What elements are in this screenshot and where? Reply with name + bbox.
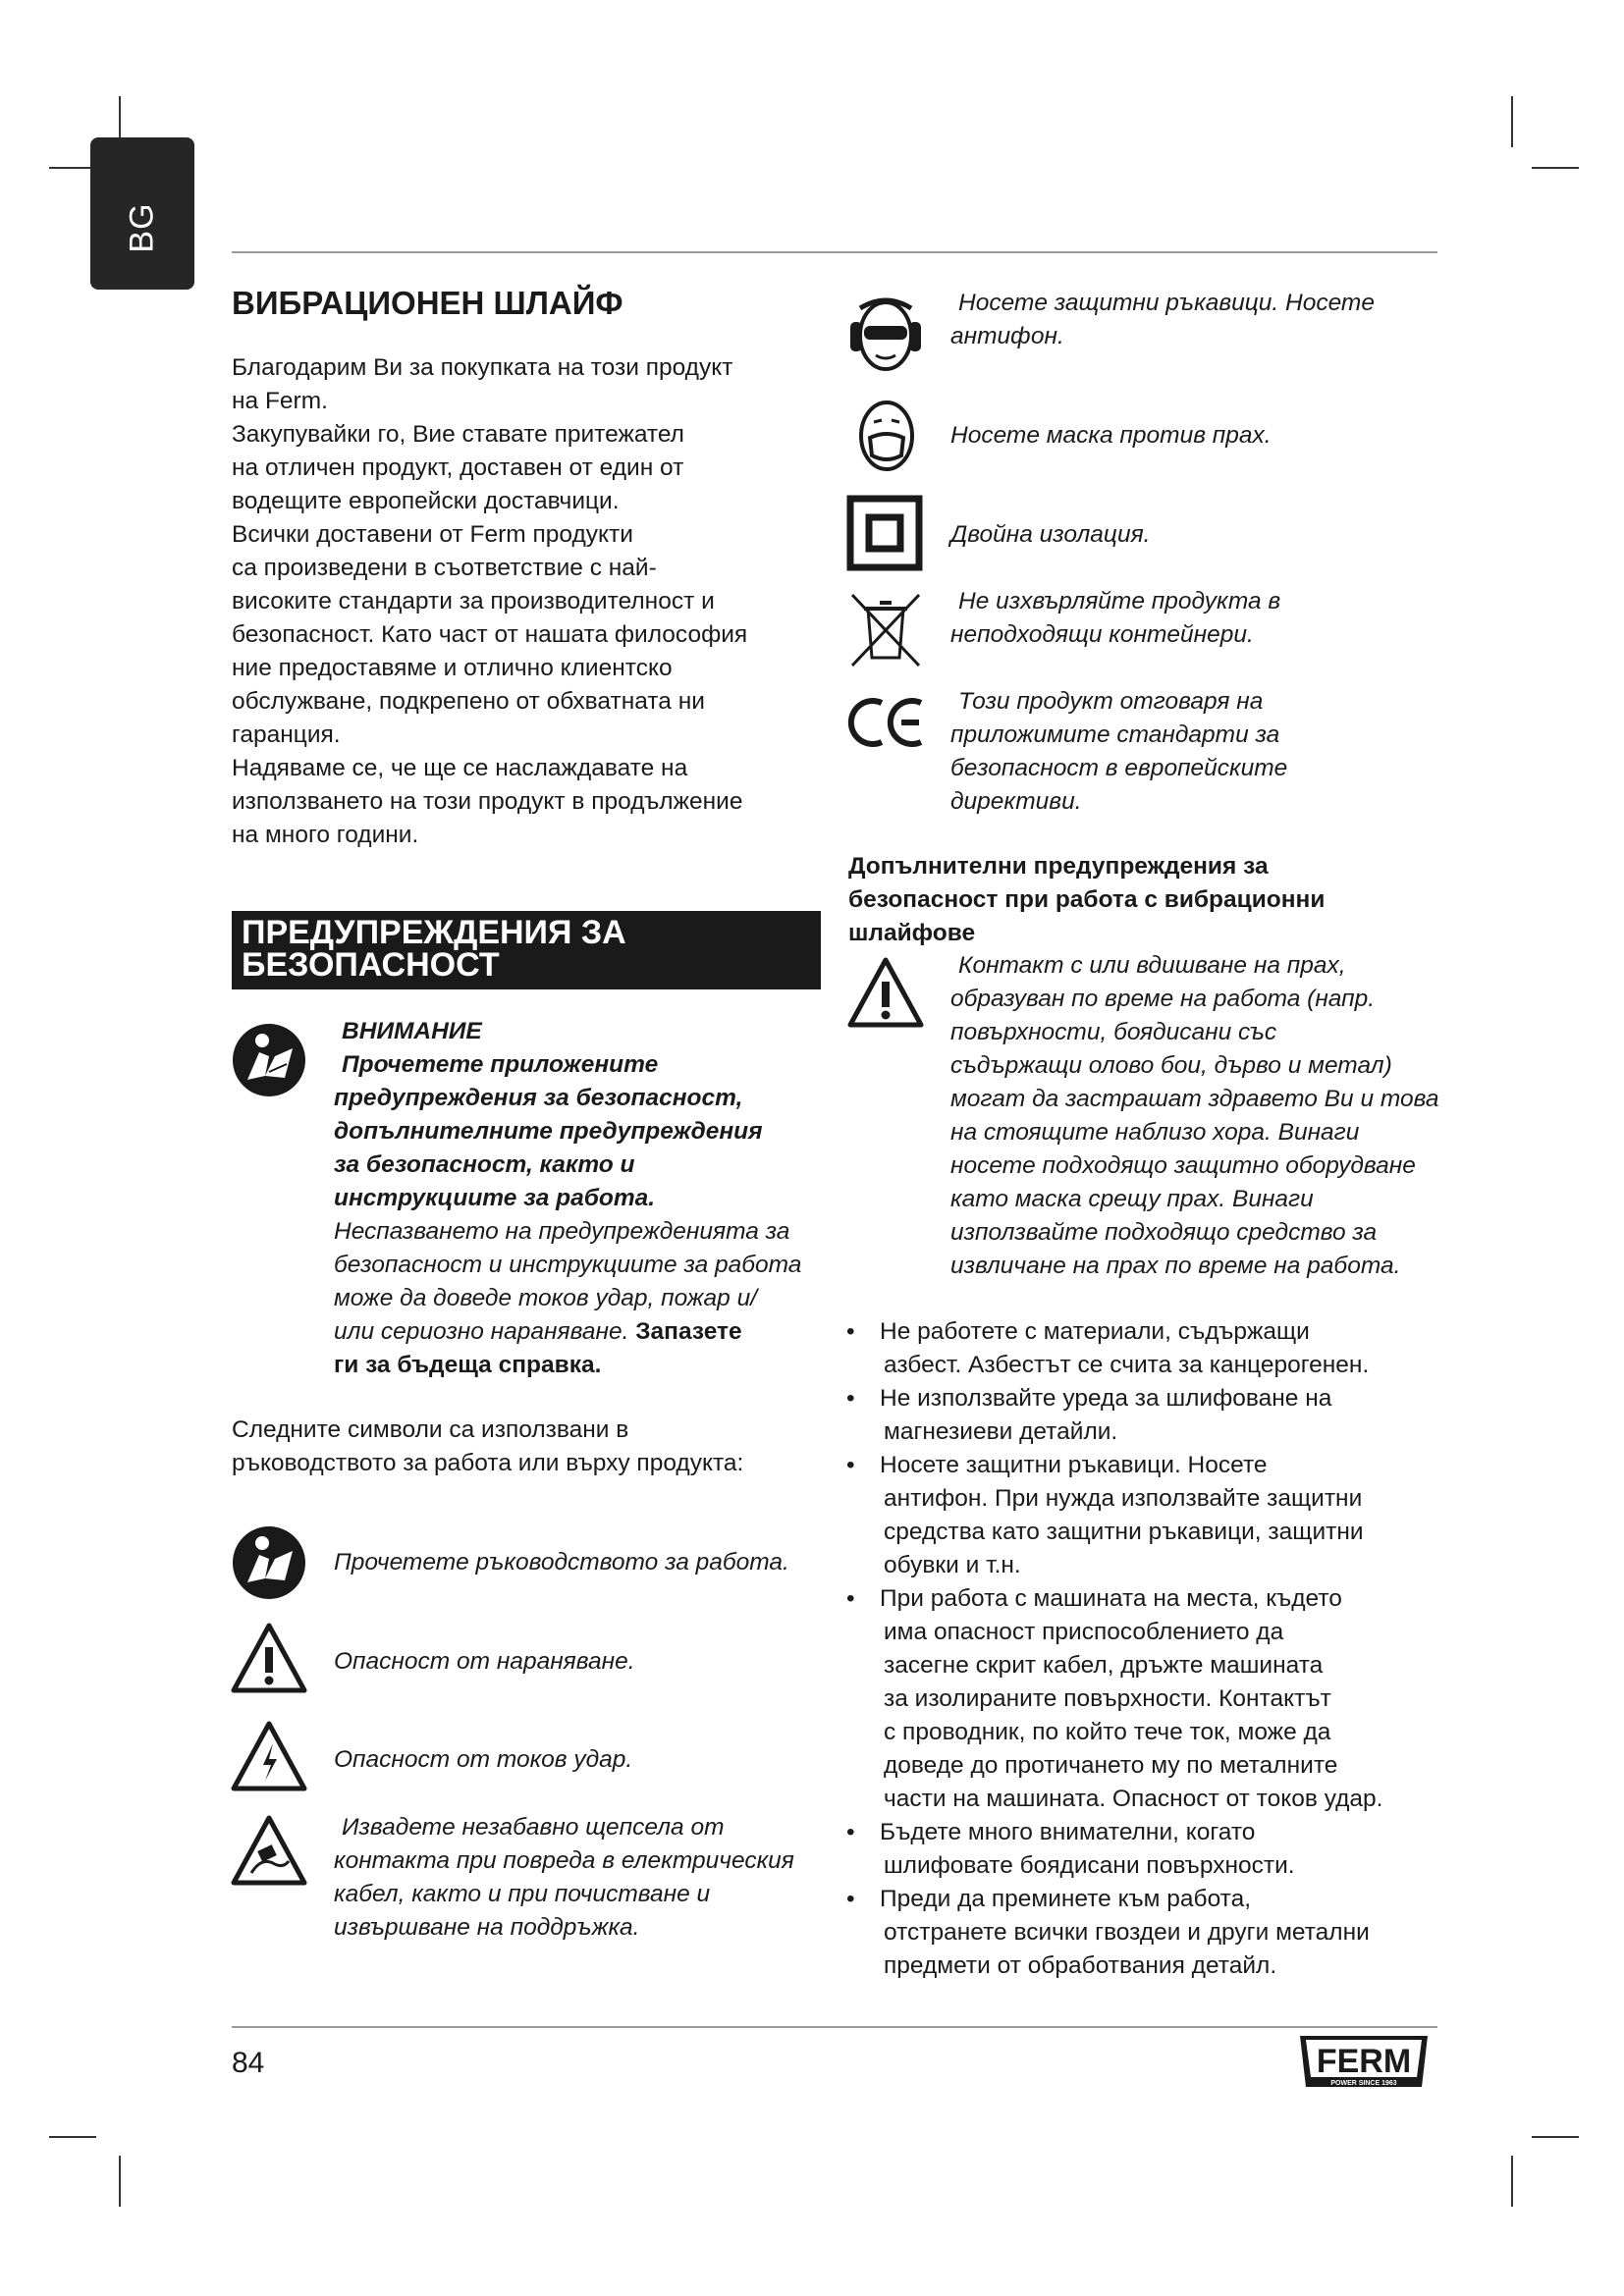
intro-paragraph: Благодарим Ви за покупката на този продукт на Ferm. Закупувайки го, Вие ставате притежател на отличен продукт, доставен от един от водещите европейски доставчици. Всички доставени от Ferm продукти са произведени в съответствие с най- високите стандарти за производителност и безопасност. Като част от нашата философия ние предоставяме и отлично клиентско обслужване, подкрепено от обхватната ни гаранция. Надяваме се, че ще се наслаждавате на използването на този продукт в продължение на много години. [232, 354, 748, 848]
language-code: BG [123, 202, 161, 253]
dust-warning-text: Контакт с или вдишване на прах, образуван по време на работа (напр. повърхности, боядисани със съдържащи олово бои, дърво и метал) могат да застрашат здравето Ви и това на стоящите наблизо хора. Винаги носете подходящо защитно оборудване като маска срещу прах. Винаги използвайте подходящо средство за извличане на прах по време на работа. [950, 952, 1439, 1279]
page-number: 84 [232, 2047, 265, 2079]
crop-mark [1532, 2136, 1579, 2138]
crop-mark [1511, 96, 1513, 147]
weee-bin-icon [846, 589, 925, 671]
warning-triangle-icon [846, 956, 925, 1029]
injury-text: Опасност от нараняване. [334, 1648, 635, 1675]
crop-mark [49, 167, 96, 169]
logo-text: FERM [1316, 2043, 1412, 2080]
list-item: • При работа с машината на места, където има опасност приспособлението да засегне скрит кабел, дръжте машината за изолираните повърхности. Контактът с проводник, по който тече ток, може да доведе до протичането му по металните части на машината. Опасност от токов удар. [846, 1582, 1382, 1816]
list-item: • Бъдете много внимателни, когато шлифовате боядисани повърхности. [846, 1816, 1382, 1883]
ferm-logo [1294, 2030, 1434, 2095]
warning-triangle-icon [230, 1622, 308, 1694]
crop-mark [1532, 167, 1579, 169]
page-title: ВИБРАЦИОНЕН ШЛАЙФ [232, 285, 623, 321]
disposal-text: Не изхвърляйте продукта в неподходящи контейнери. [950, 588, 1281, 648]
ce-text: Този продукт отговаря на приложимите стандарти за безопасност в европейските директиви. [950, 688, 1288, 815]
shock-text: Опасност от токов удар. [334, 1746, 633, 1773]
read-manual-text: Прочетете ръководството за работа. [334, 1549, 789, 1575]
list-item: • Не работете с материали, съдържащи азбест. Азбестът се счита за канцерогенен. [846, 1315, 1382, 1382]
top-rule [232, 251, 1437, 253]
logo-tagline: POWER SINCE 1963 [1330, 2080, 1397, 2087]
extra-safety-heading: Допълнителни предупреждения за безопасност при работа с вибрационни шлайфове [848, 853, 1326, 946]
list-item: • Преди да преминете към работа, отстранете всички гвоздеи и други метални предмети от обработвания детайл. [846, 1883, 1382, 1983]
gloves-text: Носете защитни ръкавици. Носете антифон. [950, 290, 1375, 349]
crop-mark [49, 2136, 96, 2138]
electric-shock-icon [230, 1720, 308, 1792]
dust-mask-icon [852, 395, 921, 475]
read-manual-icon [230, 1021, 308, 1099]
unplug-text: Извадете незабавно щепсела от контакта при повреда в електрическия кабел, както и при почистване и извършване на поддръжка. [334, 1814, 794, 1941]
ferm-logo-icon [1294, 2030, 1434, 2095]
safety-heading: ПРЕДУПРЕЖДЕНИЯ ЗА БЕЗОПАСНОСТ [232, 911, 821, 989]
ce-mark-icon [846, 695, 927, 750]
warning-block: ВНИМАНИЕ Прочетете приложените предупреждения за безопасност, допълнителните предупреждения за безопасност, както и инструкциите за работа. Неспазването на предупрежденията за безопасност и инструкциите за работа може да доведе токов удар, пожар и/ или сериозно нараняване. Запазете ги за бъдеща справка. [334, 1018, 802, 1378]
read-manual-icon [230, 1523, 308, 1602]
insulation-text: Двойна изолация. [950, 521, 1151, 548]
goggles-earmuffs-icon [846, 294, 925, 375]
crop-mark [119, 2156, 121, 2207]
double-insulation-icon [846, 495, 923, 571]
symbols-intro: Следните символи са използвани в ръководството за работа или върху продукта: [232, 1416, 744, 1476]
language-tab [90, 137, 194, 290]
list-item: • Носете защитни ръкавици. Носете антифон. При нужда използвайте защитни средства като защитни ръкавици, защитни обувки и т.н. [846, 1449, 1382, 1582]
safety-bullet-list [846, 1315, 1382, 1983]
crop-mark [1511, 2156, 1513, 2207]
mask-text: Носете маска против прах. [950, 422, 1272, 449]
unplug-icon [230, 1814, 308, 1887]
bottom-rule [232, 2026, 1437, 2028]
list-item: • Не използвайте уреда за шлифоване на магнезиеви детайли. [846, 1382, 1382, 1449]
